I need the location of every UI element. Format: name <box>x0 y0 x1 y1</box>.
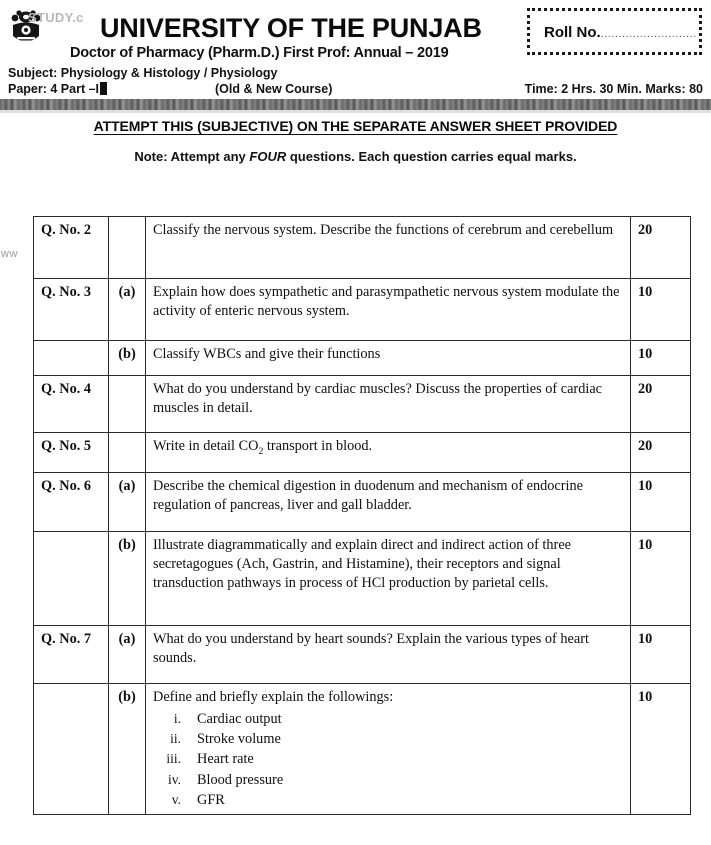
question-part <box>109 433 146 473</box>
table-row <box>34 341 691 376</box>
question-marks: 10 <box>631 684 691 815</box>
questions-table-body <box>34 217 691 815</box>
list-item-numeral: v. <box>171 792 181 808</box>
list-item <box>153 770 623 790</box>
question-text: Describe the chemical digestion in duodenum and mechanism of endocrine regulation of pancreas, liver and gall bladder. <box>146 473 631 532</box>
list-item-numeral: iv. <box>168 771 181 787</box>
question-part: (a) <box>109 473 146 532</box>
question-text: Explain how does sympathetic and parasympathetic nervous system modulate the activity of enteric nervous system. <box>146 279 631 341</box>
ink-blot-mark <box>100 82 107 95</box>
note-instruction <box>0 149 711 164</box>
list-item <box>153 790 623 810</box>
roll-number-box[interactable] <box>527 8 702 55</box>
list-item <box>153 749 623 769</box>
question-part <box>109 217 146 279</box>
question-number <box>34 684 109 815</box>
question-text-prefix: Write in detail CO <box>153 438 259 454</box>
scan-artifact-band-secondary <box>0 110 711 113</box>
list-item <box>153 709 623 729</box>
question-marks: 10 <box>631 473 691 532</box>
table-row <box>34 433 691 473</box>
question-text: Classify the nervous system. Describe the functions of cerebrum and cerebellum <box>146 217 631 279</box>
list-item <box>153 729 623 749</box>
question-number: Q. No. 7 <box>34 626 109 684</box>
list-item-label: Stroke volume <box>197 731 281 748</box>
list-item-label: Cardiac output <box>197 710 282 727</box>
question-part: (b) <box>109 532 146 626</box>
table-row <box>34 376 691 433</box>
table-row <box>34 279 691 341</box>
question-marks: 20 <box>631 433 691 473</box>
question-marks: 20 <box>631 376 691 433</box>
question-text-lead: Define and briefly explain the followings: <box>153 689 394 705</box>
page-header <box>0 0 711 103</box>
table-row <box>34 532 691 626</box>
subscript-two: 2 <box>258 445 264 457</box>
questions-table <box>33 216 691 815</box>
course-note: (Old & New Course) <box>215 82 333 96</box>
question-text: What do you understand by heart sounds? Explain the various types of heart sounds. <box>146 626 631 684</box>
question-number: Q. No. 2 <box>34 217 109 279</box>
list-item-numeral: i. <box>173 710 181 726</box>
watermark-top: STUDY.c <box>28 10 84 25</box>
question-text: Illustrate diagrammatically and explain direct and indirect action of three secretagogues (Ach, Gastrin, and Histamine), their receptors and signal transduction pathways in process of HCl production by parietal cells. <box>146 532 631 626</box>
question-number <box>34 532 109 626</box>
question-marks: 10 <box>631 279 691 341</box>
list-item-label: GFR <box>197 792 225 809</box>
time-and-marks: Time: 2 Hrs. 30 Min. Marks: 80 <box>524 82 703 96</box>
scan-artifact-band <box>0 99 711 110</box>
note-emphasis: FOUR <box>249 149 287 164</box>
list-item-label: Blood pressure <box>197 771 284 788</box>
roll-number-text: Roll No. <box>544 24 601 41</box>
paper-text: Paper: 4 Part –I <box>8 82 100 96</box>
attempt-instruction: ATTEMPT THIS (SUBJECTIVE) ON THE SEPARATE ANSWER SHEET PROVIDED <box>93 118 618 134</box>
list-item-label: Heart rate <box>197 751 254 768</box>
list-item-numeral: iii. <box>166 751 181 767</box>
table-row <box>34 473 691 532</box>
question-part: (b) <box>109 341 146 376</box>
question-part: (b) <box>109 684 146 815</box>
roll-number-label <box>544 24 697 41</box>
question-part: (a) <box>109 279 146 341</box>
question-text: Classify WBCs and give their functions <box>146 341 631 376</box>
question-number: Q. No. 3 <box>34 279 109 341</box>
question-sublist <box>153 709 623 810</box>
question-number: Q. No. 6 <box>34 473 109 532</box>
watermark-left: ww <box>1 248 18 260</box>
question-number: Q. No. 4 <box>34 376 109 433</box>
question-marks: 10 <box>631 341 691 376</box>
question-text <box>146 684 631 815</box>
question-marks: 10 <box>631 626 691 684</box>
roll-number-dots: ........................... <box>600 28 697 40</box>
table-row <box>34 217 691 279</box>
list-item-numeral: ii. <box>170 731 181 747</box>
table-row <box>34 684 691 815</box>
subject-line: Subject: Physiology & Histology / Physiology <box>8 66 278 80</box>
question-text-suffix: transport in blood. <box>263 438 373 454</box>
question-part: (a) <box>109 626 146 684</box>
question-number <box>34 341 109 376</box>
question-text <box>146 433 631 473</box>
question-marks: 10 <box>631 532 691 626</box>
question-marks: 20 <box>631 217 691 279</box>
note-suffix: questions. Each question carries equal marks. <box>286 149 577 164</box>
page-title: UNIVERSITY OF THE PUNJAB <box>100 13 482 43</box>
question-part <box>109 376 146 433</box>
paper-line <box>8 82 107 96</box>
note-prefix: Note: Attempt any <box>134 149 250 164</box>
question-text: What do you understand by cardiac muscles? Discuss the properties of cardiac muscles in detail. <box>146 376 631 433</box>
table-row <box>34 626 691 684</box>
question-number: Q. No. 5 <box>34 433 109 473</box>
programme-subtitle: Doctor of Pharmacy (Pharm.D.) First Prof: Annual – 2019 <box>70 45 449 61</box>
